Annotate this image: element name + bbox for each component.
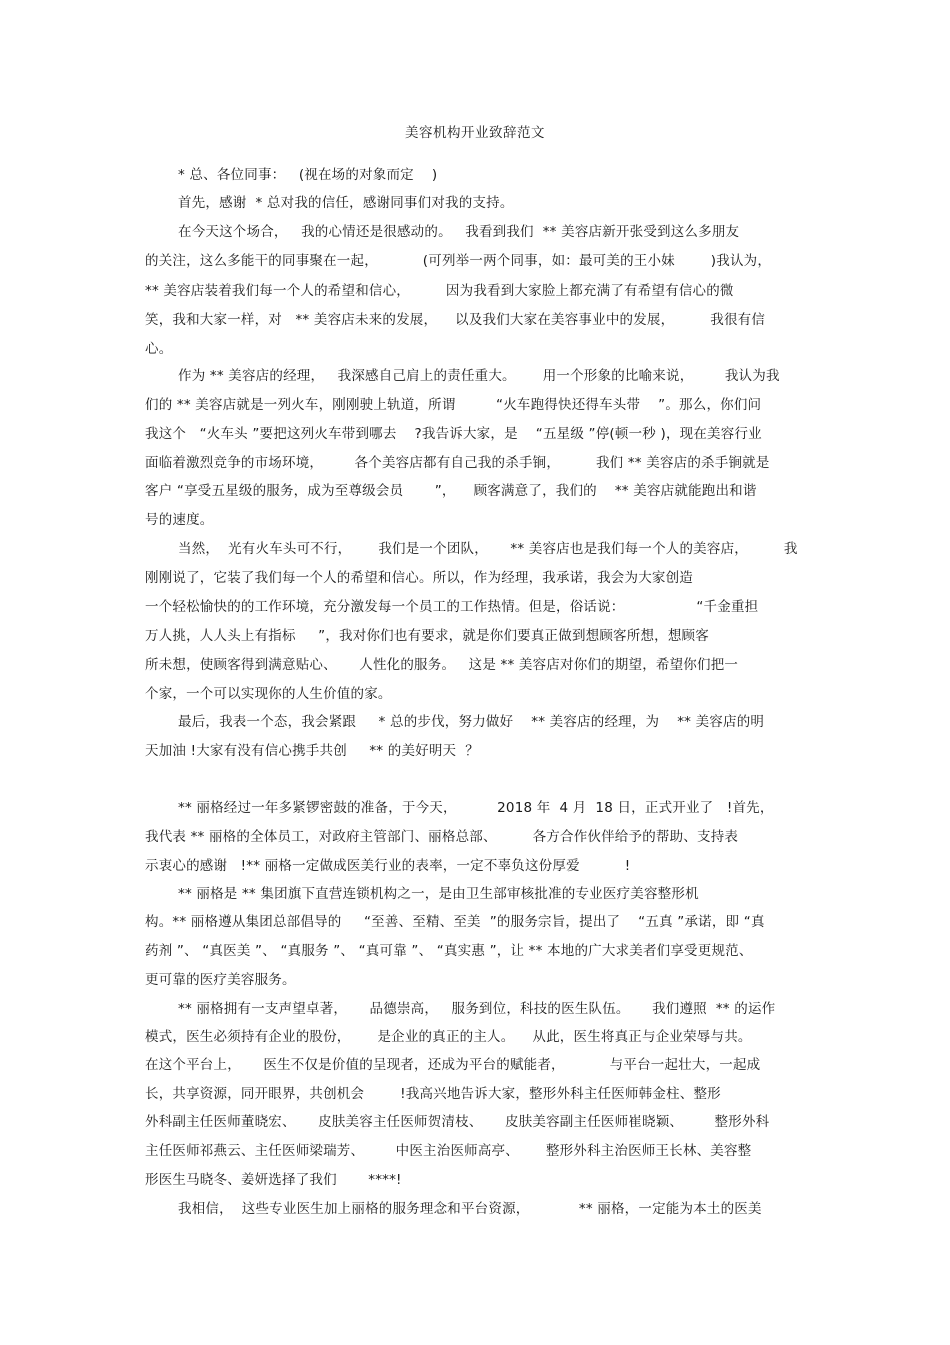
text-line: 药剂 ”、 “真医美 ”、 “真服务 ”、 “真可靠 ”、 “真实惠 ”，让 ** 本地的广大求美者们享受更规范、 — [145, 943, 753, 959]
text-line: 心。 — [145, 341, 173, 357]
text-line: 外科副主任医师董晓宏、 皮肤美容主任医师贺清枝、 皮肤美容副主任医师崔晓颖、 整形外科 — [145, 1114, 770, 1130]
text-line: 一个轻松愉快的的工作环境，充分激发每一个员工的工作热情。但是，俗话说： “千金重担 — [145, 599, 759, 615]
text-line: 我代表 ** 丽格的全体员工，对政府主管部门、丽格总部、 各方合作伙伴给予的帮助、支持表 — [145, 829, 739, 845]
text-line: 所未想，使顾客得到满意贴心、 人性化的服务。 这是 ** 美容店对你们的期望，希望你们把一 — [145, 657, 739, 673]
text-line: ** 丽格经过一年多紧锣密鼓的准备，于今天， 2018 年 4 月 18 日，正式开业了 !首先， — [178, 800, 774, 816]
text-line: * 总、各位同事： (视在场的对象而定 ) — [178, 167, 438, 183]
text-line: 面临着激烈竞争的市场环境， 各个美容店都有自己我的杀手锏， 我们 ** 美容店的杀手锏就是 — [145, 455, 770, 471]
text-line: 更可靠的医疗美容服务。 — [145, 972, 296, 988]
text-line: 们的 ** 美容店就是一列火车，刚刚驶上轨道，所谓 “火车跑得快还得车头带 ”。那么，你们问 — [145, 397, 762, 413]
text-line: 构。** 丽格遵从集团总部倡导的 “至善、至精、至美 ”的服务宗旨，提出了 “五真 ”承诺，即 “真 — [145, 914, 765, 930]
text-line: 作为 ** 美容店的经理， 我深感自己肩上的责任重大。 用一个形象的比喻来说， 我认为我 — [178, 368, 780, 384]
text-line: 号的速度。 — [145, 512, 214, 528]
text-line: 当然， 光有火车头可不行， 我们是一个团队， ** 美容店也是我们每一个人的美容店， 我 — [178, 541, 798, 557]
text-line: ** 丽格是 ** 集团旗下直营连锁机构之一，是由卫生部审核批准的专业医疗美容整形机 — [178, 886, 699, 902]
text-line: 模式，医生必须持有企业的股份， 是企业的真正的主人。 从此，医生将真正与企业荣辱与共。 — [145, 1029, 752, 1045]
text-line: 示衷心的感谢 !** 丽格一定做成医美行业的表率，一定不辜负这份厚爱 ! — [145, 858, 631, 874]
text-line: 形医生马晓冬、姜妍选择了我们 ****! — [145, 1172, 402, 1188]
text-line: 长，共享资源，同开眼界，共创机会 !我高兴地告诉大家，整形外科主任医师韩金柱、整形 — [145, 1086, 721, 1102]
text-line: 万人挑，人人头上有指标 ”，我对你们也有要求，就是你们要真正做到想顾客所想，想顾客 — [145, 628, 709, 644]
text-line: ** 丽格拥有一支声望卓著， 品德崇高， 服务到位，科技的医生队伍。 我们遵照 ** 的运作 — [178, 1001, 776, 1017]
text-line: ** 美容店装着我们每一个人的希望和信心， 因为我看到大家脸上都充满了有希望有信心的微 — [145, 283, 734, 299]
document-title: 美容机构开业致辞范文 — [405, 125, 545, 141]
text-line: 在今天这个场合， 我的心情还是很感动的。 我看到我们 ** 美容店新开张受到这么多朋友 — [178, 224, 740, 240]
text-line: 客户 “享受五星级的服务，成为至尊级会员 ”， 顾客满意了，我们的 ** 美容店就能跑出和谐 — [145, 483, 757, 499]
text-line: 笑，我和大家一样，对 ** 美容店未来的发展， 以及我们大家在美容事业中的发展， 我很有信 — [145, 312, 766, 328]
text-line: 首先，感谢 * 总对我的信任，感谢同事们对我的支持。 — [178, 195, 514, 211]
text-line: 最后，我表一个态，我会紧跟 * 总的步伐，努力做好 ** 美容店的经理，为 ** 美容店的明 — [178, 714, 765, 730]
text-line: 刚刚说了，它装了我们每一个人的希望和信心。所以，作为经理，我承诺，我会为大家创造 — [145, 570, 693, 586]
text-line: 我相信， 这些专业医生加上丽格的服务理念和平台资源， ** 丽格，一定能为本土的医美 — [178, 1201, 762, 1217]
text-line: 的关注，这么多能干的同事聚在一起， (可列举一两个同事，如：最可美的王小妹 )我认为， — [145, 253, 772, 269]
text-line: 我这个 “火车头 ”要把这列火车带到哪去 ?我告诉大家，是 “五星级 ”停(顿一秒 )，现在美容行业 — [145, 426, 762, 442]
text-line: 在这个平台上， 医生不仅是价值的呈现者，还成为平台的赋能者， 与平台一起壮大，一起成 — [145, 1057, 761, 1073]
text-line: 个家，一个可以实现你的人生价值的家。 — [145, 686, 392, 702]
text-line: 主任医师祁燕云、主任医师梁瑞芳、 中医主治医师高亭、 整形外科主治医师王长林、美容整 — [145, 1143, 752, 1159]
text-line: 天加油 !大家有没有信心携手共创 ** 的美好明天 ？ — [145, 743, 479, 759]
